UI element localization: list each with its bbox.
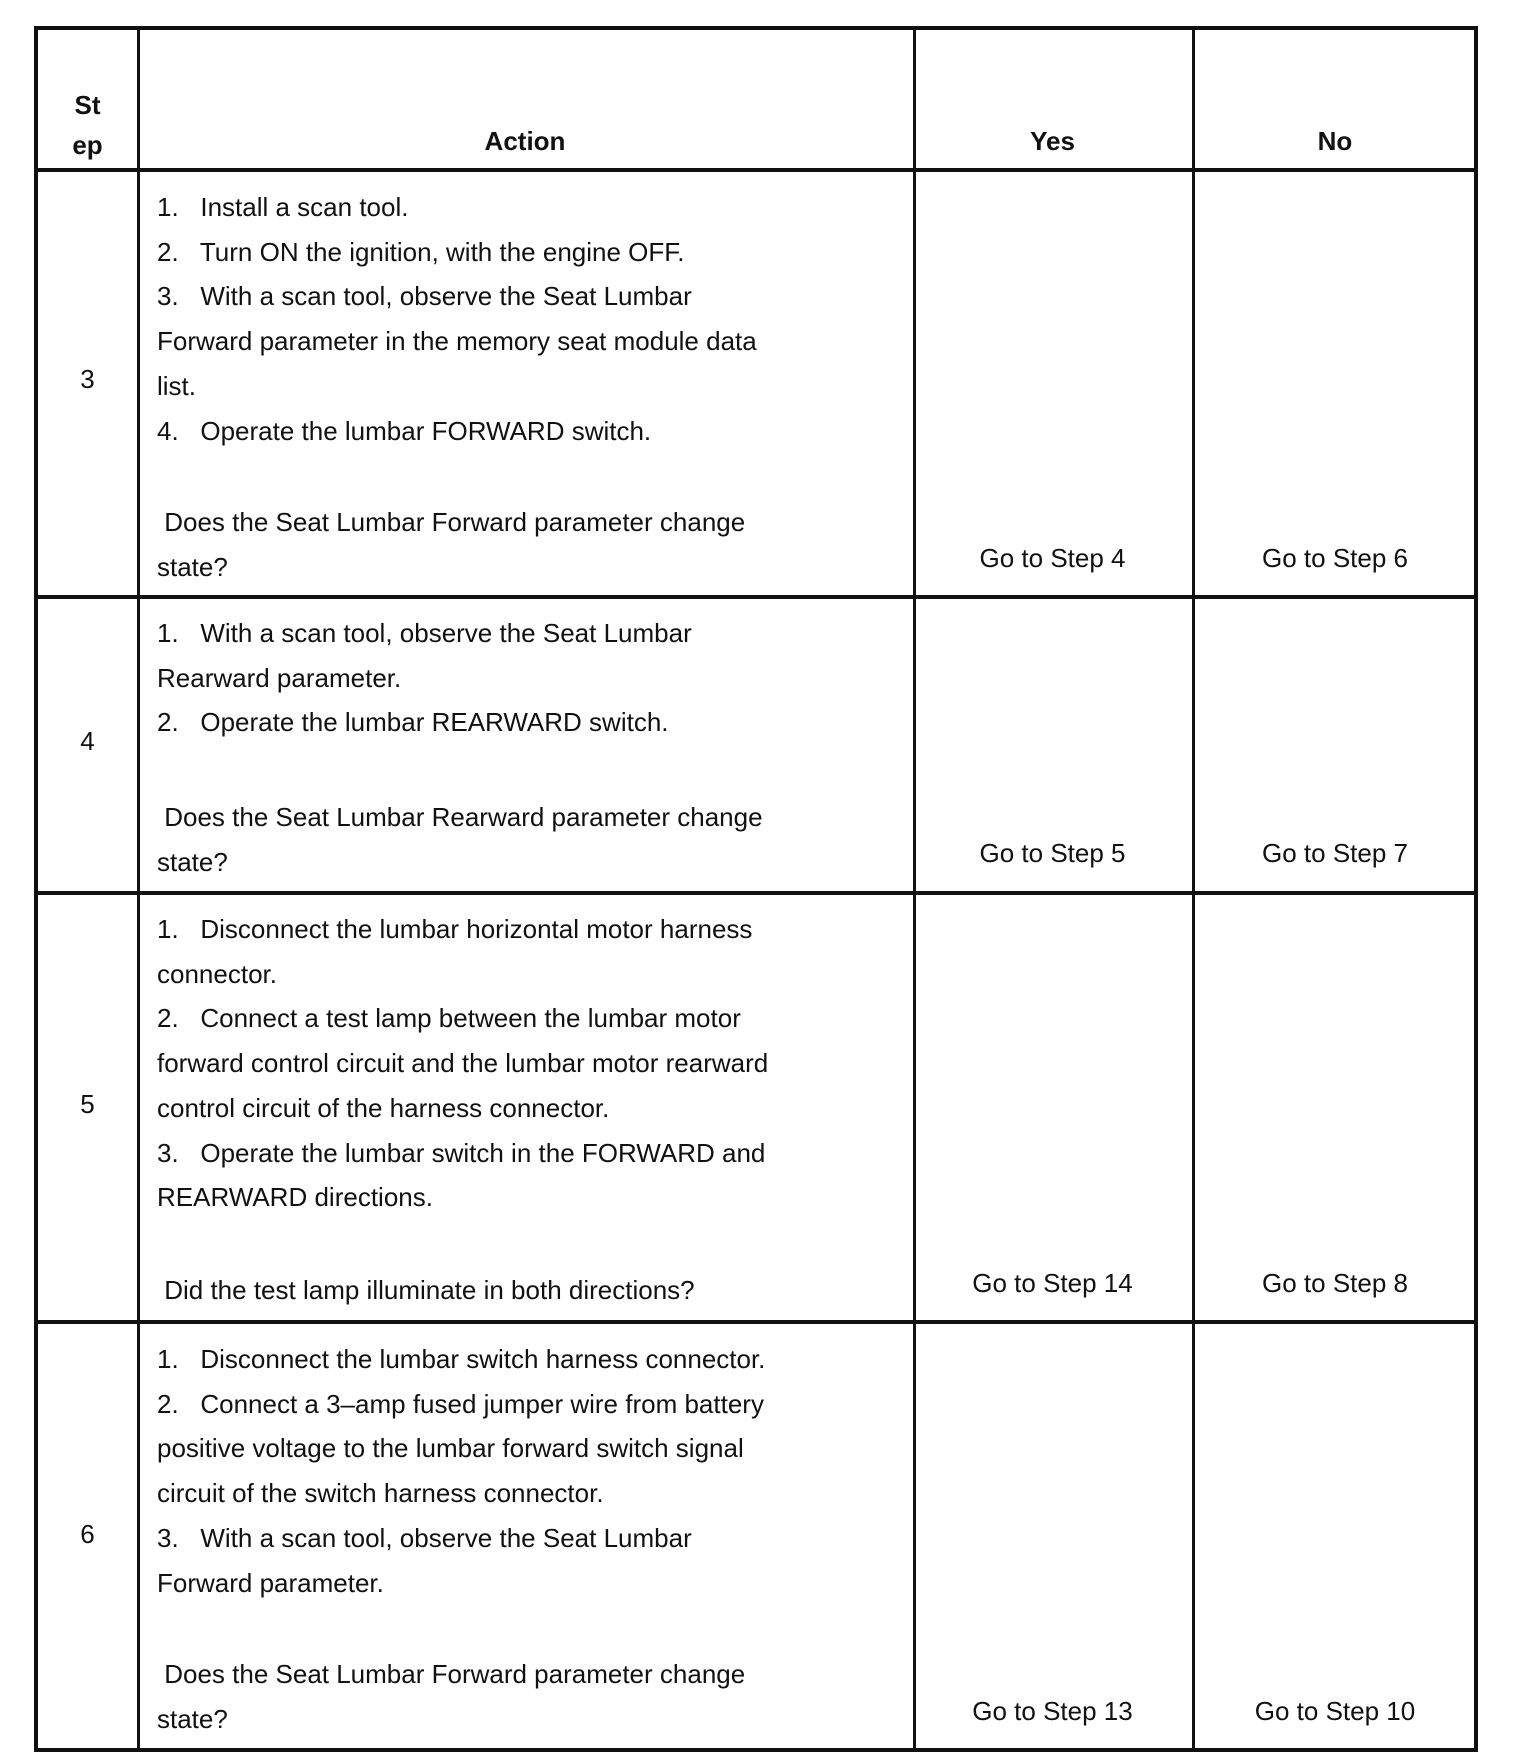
question-line: Does the Seat Lumbar Forward parameter change	[157, 1659, 746, 1689]
row-divider	[38, 891, 1474, 895]
question-text	[140, 500, 913, 589]
header-step-line1: St	[74, 90, 101, 120]
row-divider	[38, 1320, 1474, 1324]
action-line: 3. With a scan tool, observe the Seat Lumbar	[157, 1522, 692, 1553]
action-cell	[140, 185, 913, 453]
row-divider	[38, 168, 1474, 172]
action-line: positive voltage to the lumbar forward switch signal	[157, 1433, 744, 1464]
action-cell	[140, 1337, 913, 1605]
no-answer: Go to Step 8	[1262, 1268, 1408, 1298]
action-line: Forward parameter.	[157, 1567, 384, 1598]
question-line: state?	[157, 846, 228, 877]
action-line: 2. Turn ON the ignition, with the engine OFF.	[157, 236, 685, 267]
question-line: Does the Seat Lumbar Rearward parameter change	[157, 802, 763, 832]
action-line: 1. Install a scan tool.	[157, 192, 409, 222]
header-no: No	[1317, 126, 1353, 156]
action-line: connector.	[157, 958, 277, 989]
action-line: list.	[157, 370, 196, 401]
action-line: forward control circuit and the lumbar motor rearward	[157, 1048, 769, 1079]
question-line: Did the test lamp illuminate in both directions?	[157, 1275, 695, 1305]
action-line: 1. Disconnect the lumbar horizontal motor harness	[157, 914, 753, 944]
diagnostic-table	[34, 26, 1478, 1752]
header-yes: Yes	[1030, 126, 1075, 156]
action-line: 3. Operate the lumbar switch in the FORWARD and	[157, 1137, 766, 1168]
no-answer: Go to Step 10	[1254, 1696, 1416, 1726]
action-line: 4. Operate the lumbar FORWARD switch.	[157, 415, 652, 446]
action-cell	[140, 611, 913, 745]
column-divider	[913, 30, 916, 1748]
row-divider	[38, 595, 1474, 599]
action-line: Rearward parameter.	[157, 662, 402, 693]
yes-answer: Go to Step 13	[972, 1696, 1133, 1726]
step-number: 6	[80, 1519, 95, 1549]
question-line: state?	[157, 551, 228, 582]
action-line: REARWARD directions.	[157, 1182, 433, 1213]
action-cell	[140, 907, 913, 1220]
header-step-line2: ep	[72, 130, 103, 160]
step-number: 4	[80, 726, 95, 756]
header-action: Action	[484, 126, 566, 156]
no-answer: Go to Step 7	[1262, 838, 1408, 868]
question-text	[140, 795, 913, 884]
action-line: 1. With a scan tool, observe the Seat Lumbar	[157, 618, 692, 648]
yes-answer: Go to Step 5	[979, 838, 1126, 868]
yes-answer: Go to Step 4	[979, 543, 1126, 573]
action-line: circuit of the switch harness connector.	[157, 1478, 604, 1509]
action-line: control circuit of the harness connector.	[157, 1092, 610, 1123]
step-number: 5	[80, 1089, 95, 1119]
no-answer: Go to Step 6	[1262, 543, 1408, 573]
step-number: 3	[80, 364, 95, 394]
question-text	[140, 1652, 913, 1741]
question-text	[140, 1268, 913, 1313]
action-line: Forward parameter in the memory seat module data	[157, 326, 757, 357]
question-line: Does the Seat Lumbar Forward parameter change	[157, 507, 746, 537]
question-line: state?	[157, 1703, 228, 1734]
action-line: 2. Operate the lumbar REARWARD switch.	[157, 707, 669, 738]
action-line: 1. Disconnect the lumbar switch harness connector.	[157, 1344, 766, 1374]
action-line: 2. Connect a 3–amp fused jumper wire from battery	[157, 1388, 764, 1419]
action-line: 2. Connect a test lamp between the lumbar motor	[157, 1003, 741, 1034]
column-divider	[1192, 30, 1195, 1748]
yes-answer: Go to Step 14	[972, 1268, 1133, 1298]
header-step	[38, 85, 137, 165]
action-line: 3. With a scan tool, observe the Seat Lumbar	[157, 281, 692, 312]
